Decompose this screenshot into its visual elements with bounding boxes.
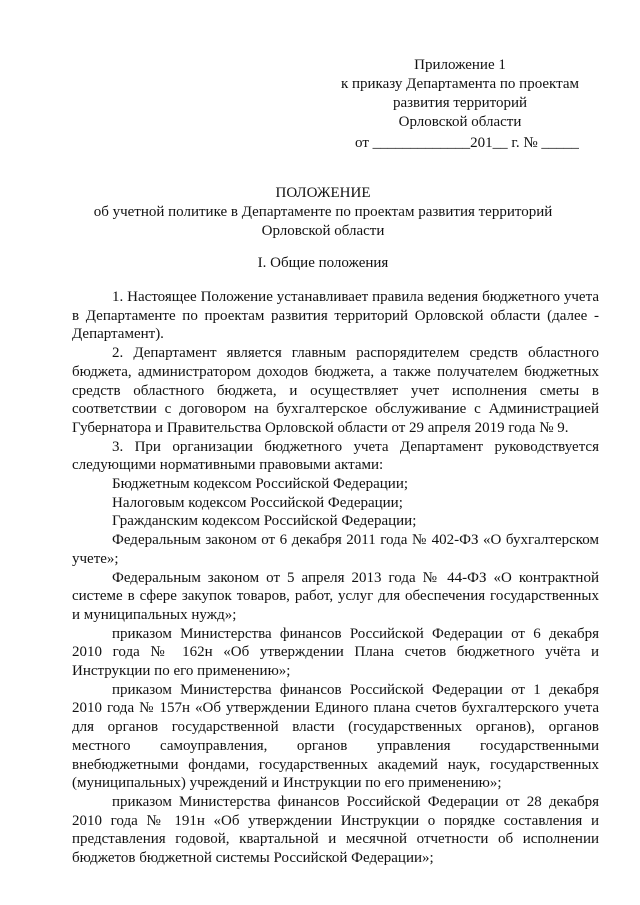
appendix-date-line: от _____________201__ г. № _____: [355, 135, 579, 151]
title-region: Орловской области: [261, 223, 385, 239]
list-item-order-157n: приказом Министерства финансов Российской Федерации от 1 декабря 2010 года № 157н «Об утверждении Единого плана счетов бухгалтерского учета для органов государственной власти (государственных органов), органов местного самоуправления, органов управления государственными внебюджетными фондами, государственных академий наук, государственных (муниципальных) учреждений и Инструкции по его применению»;: [72, 681, 599, 792]
list-item-tax-code: Налоговым кодексом Российской Федерации;: [112, 494, 403, 511]
list-item-order-162n: приказом Министерства финансов Российской Федерации от 6 декабря 2010 года № 162н «Об утверждении Плана счетов бюджетного учёта и Инструкции по его применению»;: [72, 625, 599, 680]
list-item-law-44: Федеральным законом от 5 апреля 2013 года № 44-ФЗ «О контрактной системе в сфере закупок товаров, работ, услуг для обеспечения государственных и муниципальных нужд»;: [72, 569, 599, 623]
list-item-law-402: Федеральным законом от 6 декабря 2011 года № 402-ФЗ «О бухгалтерском учете»;: [72, 532, 599, 567]
paragraph-2: 2. Департамент является главным распорядителем средств областного бюджета, администратором доходов бюджета, а также получателем бюджетных средств областного бюджета, и осуществляет учет исполнения сметы в соответствии с договором на бухгалтерское обслуживание с Администрацией Губернатора и Правительства Орловской области от 29 апреля 2019 года № 9.: [72, 345, 599, 436]
document-title: [40, 184, 606, 241]
appendix-region-line: Орловской области: [398, 114, 522, 130]
appendix-order-ref: к приказу Департамента по проектам: [340, 76, 580, 92]
appendix-header: [320, 56, 600, 153]
list-item-order-191n: приказом Министерства финансов Российской Федерации от 28 декабря 2010 года № 191н «Об утверждении Инструкции о порядке составления и представления годовой, квартальной и месячной отчетности об исполнении бюджетов бюджетной системы Российской Федерации»;: [72, 793, 599, 867]
list-item-budget-code: Бюджетным кодексом Российской Федерации;: [112, 476, 409, 493]
appendix-number: Приложение 1: [414, 57, 506, 73]
title-main: ПОЛОЖЕНИЕ: [275, 185, 371, 201]
paragraph-1: 1. Настоящее Положение устанавливает правила ведения бюджетного учета в Департаменте по проектам развития территорий Орловской области (далее - Департамент).: [72, 289, 599, 343]
list-item-civil-code: Гражданским кодексом Российской Федерации;: [112, 513, 417, 530]
title-subtitle: об учетной политике в Департаменте по проектам развития территорий: [93, 204, 553, 220]
paragraph-3: 3. При организации бюджетного учета Департамент руководствуется следующими нормативными правовыми актами:: [72, 438, 599, 474]
document-body: [72, 288, 599, 868]
appendix-dept-line: развития территорий: [392, 95, 528, 111]
section-heading: I. Общие положения: [257, 255, 389, 271]
